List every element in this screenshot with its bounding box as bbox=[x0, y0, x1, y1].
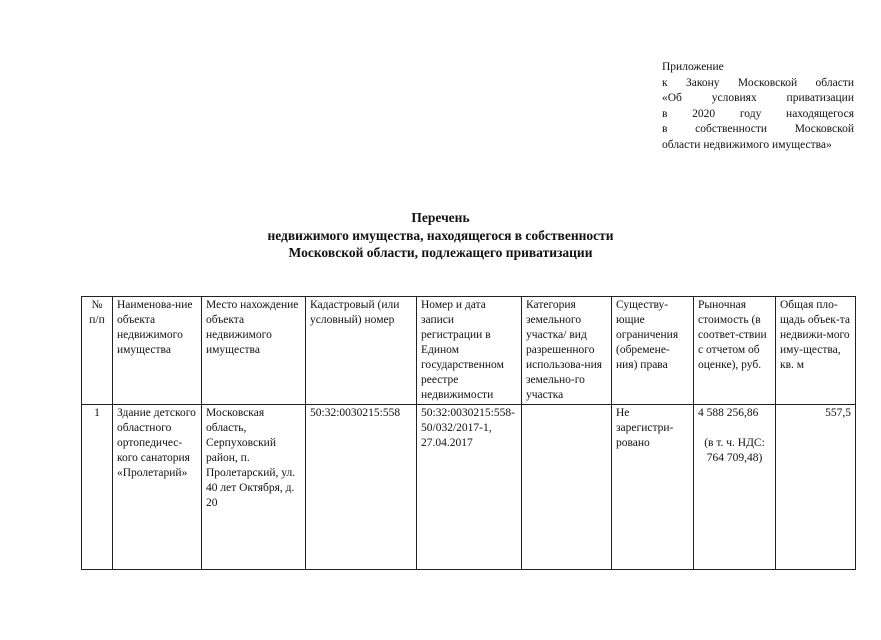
header-location: Место нахождение объекта недвижимого имущества bbox=[202, 297, 306, 405]
header-area: Общая пло-щадь объек-та недвижи-мого иму-щества, кв. м bbox=[776, 297, 856, 405]
market-value: 4 588 256,86 bbox=[698, 407, 759, 419]
header-name: Наименова-ние объекта недвижимого имущества bbox=[113, 297, 202, 405]
appendix-line: «Об условиях приватизации bbox=[662, 92, 854, 105]
cell-encumbrances: Не зарегистри-ровано bbox=[612, 405, 694, 570]
vat-note: (в т. ч. НДС: 764 709,48) bbox=[704, 437, 765, 464]
appendix-line: к Закону Московской области bbox=[662, 76, 854, 89]
title-line-2: недвижимого имущества, находящегося в собственности bbox=[267, 227, 614, 243]
header-encumbrances: Существу-ющие ограничения (обремене-ния) права bbox=[612, 297, 694, 405]
document-title bbox=[0, 209, 881, 262]
appendix-line: в 2020 году находящегося bbox=[662, 107, 854, 120]
title-line-1: Перечень bbox=[411, 210, 470, 225]
header-registration: Номер и дата записи регистрации в Едином государственном реестре недвижимости bbox=[417, 297, 522, 405]
cell-num: 1 bbox=[82, 405, 113, 570]
header-cadastral: Кадастровый (или условный) номер bbox=[306, 297, 417, 405]
appendix-line: в собственности Московской bbox=[662, 123, 854, 136]
appendix-line: Приложение bbox=[662, 61, 724, 73]
cell-land-category bbox=[522, 405, 612, 570]
cell-registration: 50:32:0030215:558-50/032/2017-1, 27.04.2017 bbox=[417, 405, 522, 570]
cell-area: 557,5 bbox=[776, 405, 856, 570]
property-table bbox=[81, 296, 856, 570]
appendix-note bbox=[662, 60, 854, 154]
cell-name: Здание детского областного ортопедичес-кого санатория «Пролетарий» bbox=[113, 405, 202, 570]
table-header-row bbox=[82, 297, 856, 405]
cell-location: Московская область, Серпуховский район, п. Пролетарский, ул. 40 лет Октября, д. 20 bbox=[202, 405, 306, 570]
header-land-category: Категория земельного участка/ вид разрешенного использова-ния земельно-го участка bbox=[522, 297, 612, 405]
header-market-value: Рыночная стоимость (в соответ-ствии с отчетом об оценке), руб. bbox=[694, 297, 776, 405]
cell-cadastral: 50:32:0030215:558 bbox=[306, 405, 417, 570]
table-row bbox=[82, 405, 856, 570]
cell-market-value bbox=[694, 405, 776, 570]
appendix-line: области недвижимого имущества» bbox=[662, 138, 832, 151]
header-num: № п/п bbox=[82, 297, 113, 405]
title-line-3: Московской области, подлежащего приватизации bbox=[288, 245, 593, 260]
